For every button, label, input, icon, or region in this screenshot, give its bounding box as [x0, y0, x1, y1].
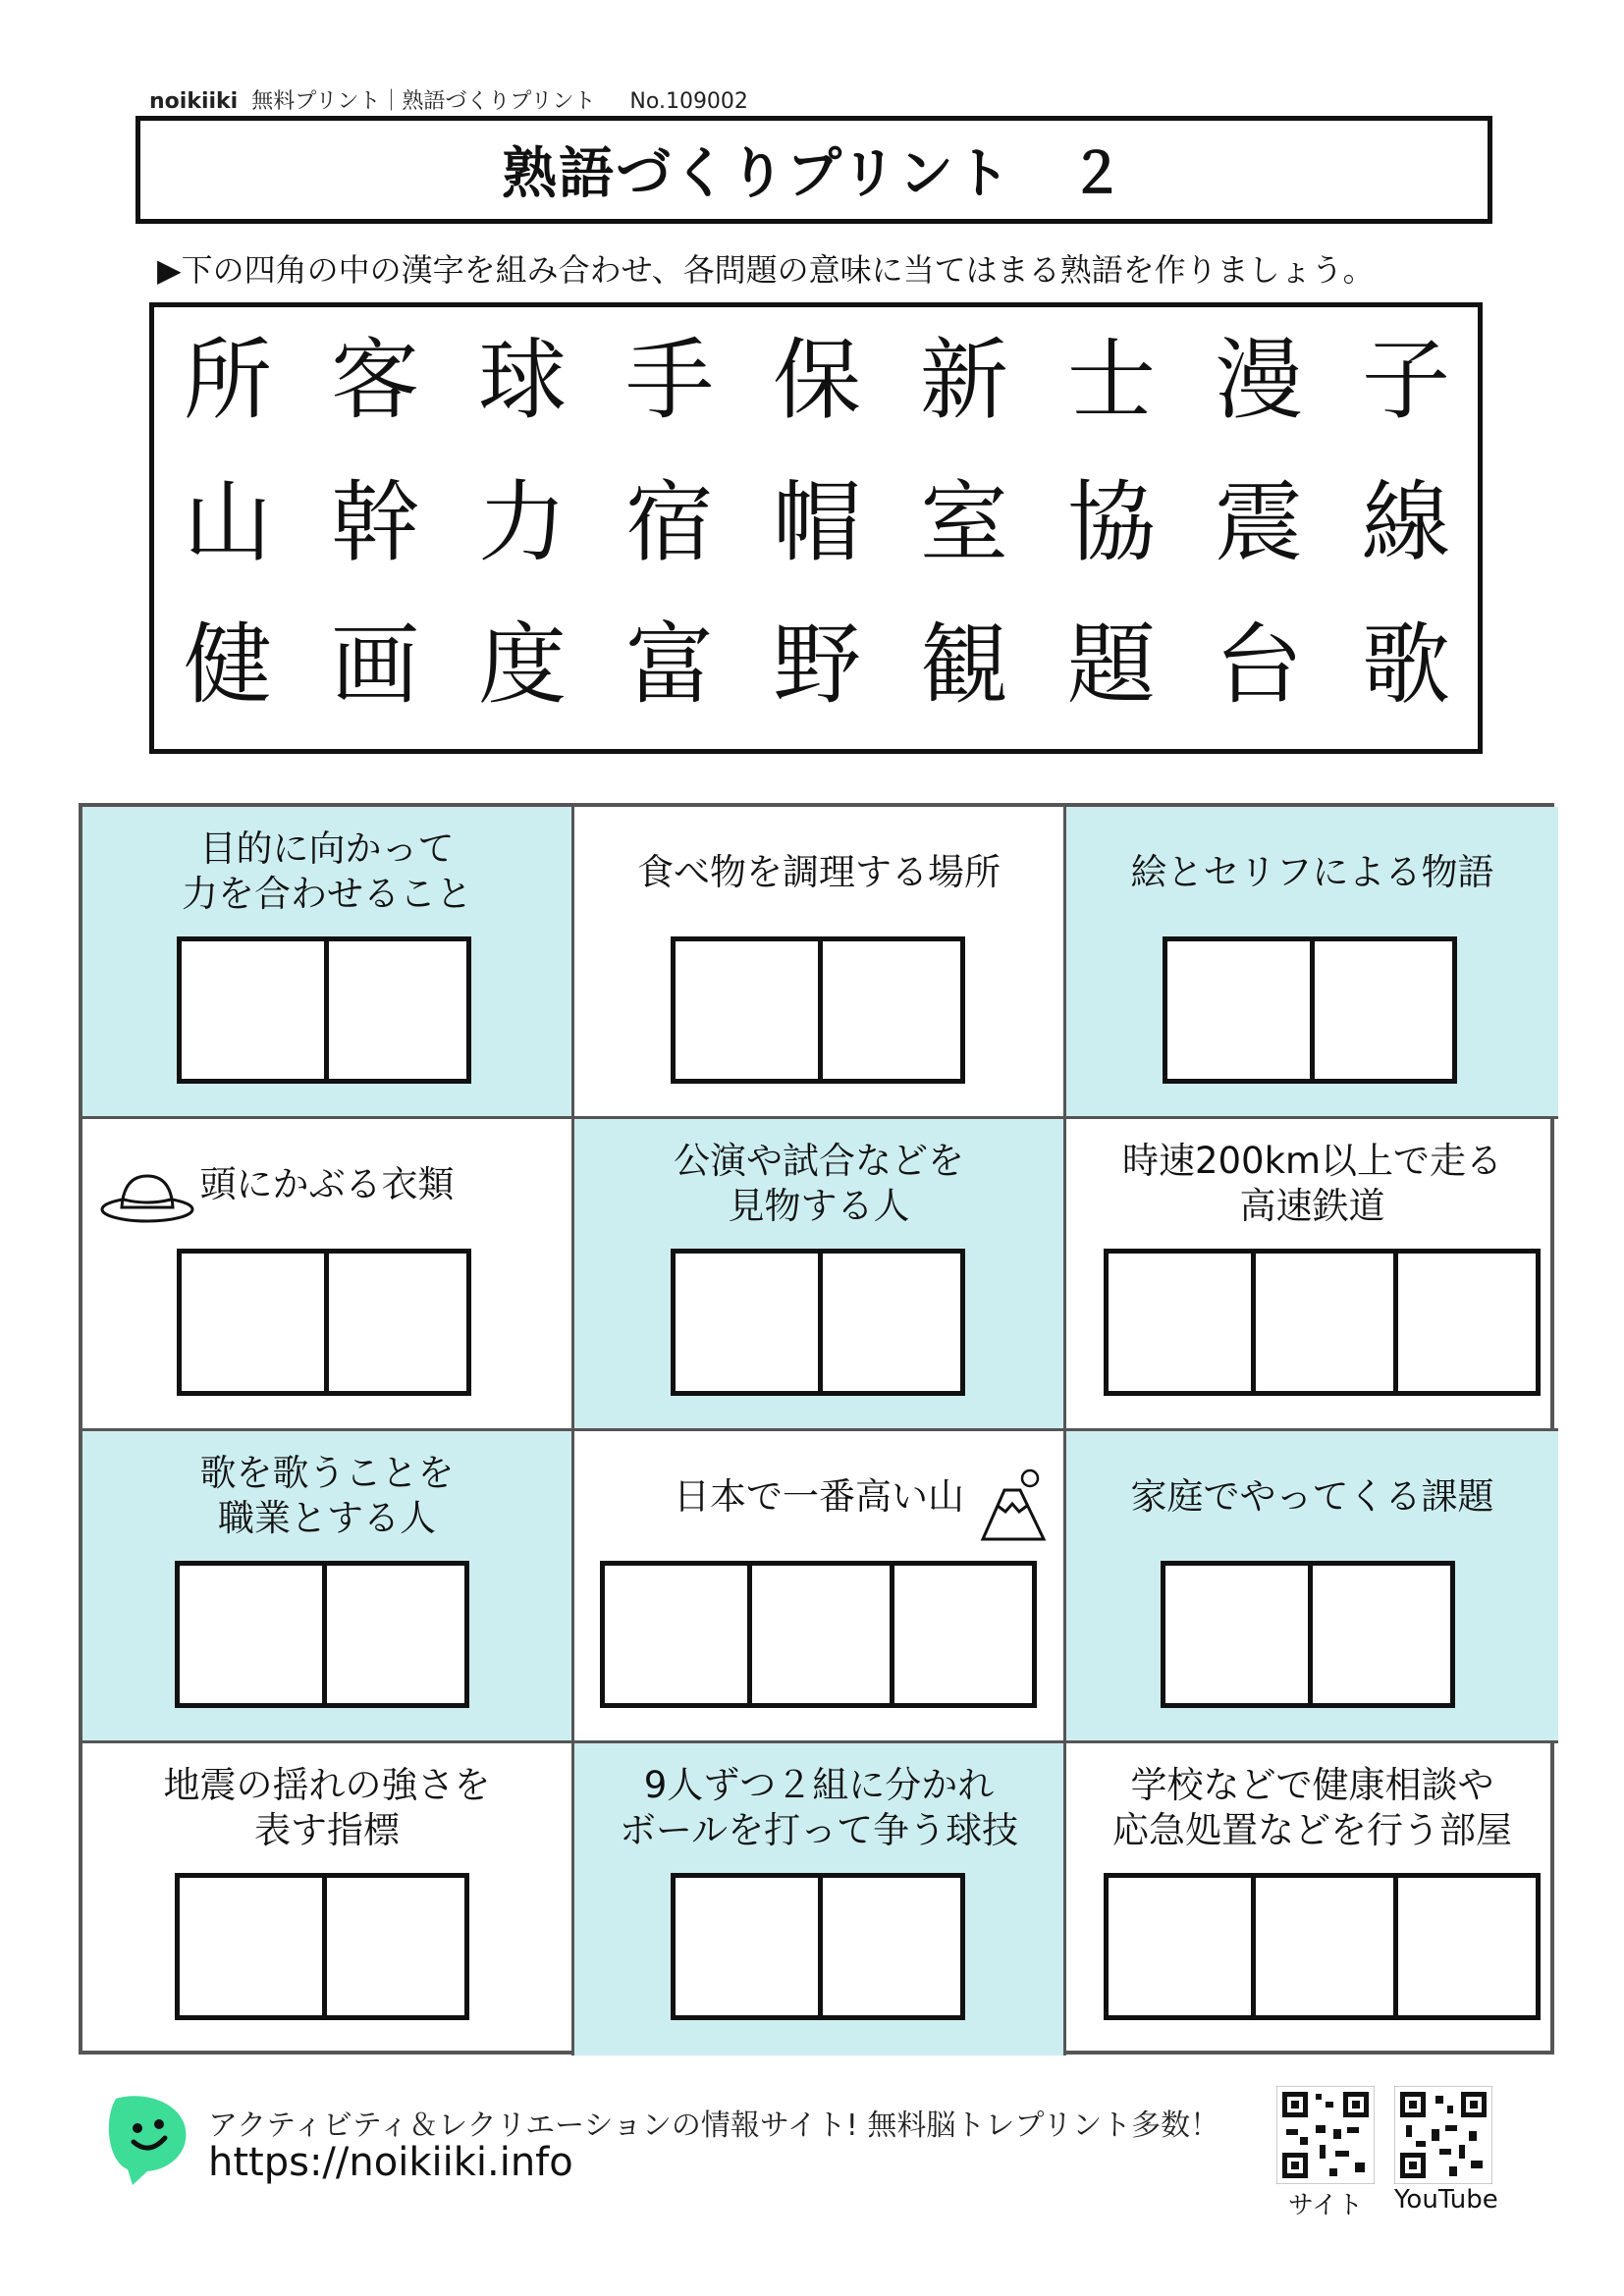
puzzle-cell [574, 1743, 1066, 2056]
qr-site-label: サイト [1287, 2191, 1364, 2220]
puzzle-cell [1066, 1743, 1558, 2056]
qr-code-youtube-icon[interactable] [1394, 2086, 1492, 2184]
puzzle-clue: 学校などで健康相談や 応急処置などを行う部屋 [1112, 1764, 1512, 1851]
kanji-tile: 度 [478, 614, 567, 717]
answer-box[interactable] [818, 941, 960, 1079]
puzzle-cell [574, 1119, 1066, 1431]
answer-box[interactable] [1167, 941, 1310, 1079]
answer-box[interactable] [1310, 941, 1452, 1079]
puzzle-clue: 地震の揺れの強さを 表す指標 [163, 1764, 491, 1851]
answer-box[interactable] [676, 1878, 818, 2015]
puzzle-clue: 食べ物を調理する場所 [637, 851, 1001, 893]
kanji-tile: 画 [331, 614, 419, 717]
noikiiki-logo-icon [98, 2091, 196, 2189]
answer-box-group [177, 936, 471, 1084]
answer-box[interactable] [182, 1254, 324, 1391]
qr-code-site-icon[interactable] [1276, 2086, 1375, 2184]
puzzle-cell [82, 1431, 574, 1743]
kanji-tile: 漫 [1215, 329, 1303, 432]
answer-box[interactable] [324, 941, 466, 1079]
puzzle-cell [1066, 807, 1558, 1119]
answer-box[interactable] [1109, 1254, 1251, 1391]
kanji-tile: 震 [1215, 471, 1303, 574]
kanji-tile: 観 [920, 614, 1008, 717]
header-subtitle: 無料プリント｜熟語づくりプリント [251, 89, 596, 114]
answer-box[interactable] [182, 941, 324, 1079]
answer-box[interactable] [890, 1566, 1032, 1703]
puzzle-cell [574, 807, 1066, 1119]
puzzle-clue: 9人ずつ２組に分かれ ボールを打って争う球技 [619, 1764, 1019, 1851]
qr-youtube-label: YouTube [1394, 2185, 1498, 2215]
kanji-tile: 士 [1067, 329, 1156, 432]
kanji-tile: 客 [331, 329, 419, 432]
kanji-tile: 帽 [773, 471, 861, 574]
kanji-tile: 手 [625, 329, 714, 432]
answer-box-group [175, 1561, 469, 1708]
print-number: No.109002 [629, 89, 748, 114]
answer-box[interactable] [180, 1566, 322, 1703]
hat-icon [98, 1166, 196, 1225]
answer-box[interactable] [1251, 1878, 1393, 2015]
footer-tagline: アクティビティ＆レクリエーションの情報サイト! 無料脳トレプリント多数！ [208, 2109, 1220, 2143]
kanji-tile: 台 [1215, 614, 1303, 717]
puzzle-cell [1066, 1431, 1558, 1743]
puzzle-board [79, 803, 1554, 2055]
puzzle-cell [1066, 1119, 1558, 1431]
answer-box[interactable] [324, 1254, 466, 1391]
kanji-tile: 山 [184, 471, 272, 574]
puzzle-cell [574, 1431, 1066, 1743]
answer-box-group [600, 1561, 1037, 1708]
answer-box[interactable] [1165, 1566, 1308, 1703]
kanji-grid [184, 329, 1460, 717]
answer-box[interactable] [605, 1566, 747, 1703]
kanji-tile: 宿 [625, 471, 714, 574]
answer-box-group [1104, 1249, 1541, 1396]
page-title: 熟語づくりプリント ２ [135, 116, 1492, 224]
answer-box-group [1104, 1873, 1541, 2020]
puzzle-clue: 歌を歌うことを 職業とする人 [199, 1452, 455, 1539]
answer-box[interactable] [1251, 1254, 1393, 1391]
kanji-tile: 題 [1067, 614, 1156, 717]
answer-box-group [671, 936, 965, 1084]
kanji-tile: 協 [1067, 471, 1156, 574]
answer-box-group [671, 1249, 965, 1396]
footer-url-link[interactable]: https://noikiiki.info [208, 2140, 573, 2185]
answer-box-group [671, 1873, 965, 2020]
puzzle-cell [82, 1119, 574, 1431]
puzzle-clue: 日本で一番高い山 [674, 1475, 964, 1518]
kanji-pool [149, 302, 1483, 754]
kanji-tile: 線 [1362, 471, 1450, 574]
brand-name: noikiiki [149, 89, 239, 114]
puzzle-cell [82, 807, 574, 1119]
answer-box[interactable] [676, 1254, 818, 1391]
answer-box[interactable] [1308, 1566, 1450, 1703]
kanji-tile: 球 [478, 329, 567, 432]
answer-box[interactable] [180, 1878, 322, 2015]
kanji-tile: 子 [1362, 329, 1450, 432]
kanji-tile: 所 [184, 329, 272, 432]
kanji-tile: 保 [773, 329, 861, 432]
kanji-tile: 歌 [1362, 614, 1450, 717]
answer-box[interactable] [1109, 1878, 1251, 2015]
kanji-tile: 健 [184, 614, 272, 717]
kanji-tile: 野 [773, 614, 861, 717]
header-line [149, 84, 748, 115]
answer-box-group [1163, 936, 1457, 1084]
kanji-tile: 新 [920, 329, 1008, 432]
puzzle-clue: 頭にかぶる衣類 [199, 1163, 455, 1205]
answer-box-group [1161, 1561, 1455, 1708]
kanji-tile: 富 [625, 614, 714, 717]
answer-box[interactable] [322, 1566, 464, 1703]
kanji-tile: 幹 [331, 471, 419, 574]
answer-box-group [175, 1873, 469, 2020]
puzzle-cell [82, 1743, 574, 2056]
mountain-fuji-icon [979, 1467, 1048, 1545]
instruction-text: ▶下の四角の中の漢字を組み合わせ、各問題の意味に当てはまる熟語を作りましょう。 [157, 251, 1375, 289]
answer-box[interactable] [747, 1566, 890, 1703]
answer-box[interactable] [818, 1878, 960, 2015]
puzzle-clue: 絵とセリフによる物語 [1130, 851, 1494, 893]
kanji-tile: 室 [920, 471, 1008, 574]
answer-box[interactable] [322, 1878, 464, 2015]
answer-box[interactable] [1393, 1254, 1536, 1391]
kanji-tile: 力 [478, 471, 567, 574]
answer-box[interactable] [1393, 1878, 1536, 2015]
puzzle-clue: 目的に向かって 力を合わせること [182, 828, 472, 915]
puzzle-clue: 公演や試合などを 見物する人 [674, 1140, 964, 1227]
answer-box[interactable] [818, 1254, 960, 1391]
answer-box[interactable] [676, 941, 818, 1079]
answer-box-group [177, 1249, 471, 1396]
puzzle-clue: 家庭でやってくる課題 [1130, 1475, 1494, 1518]
puzzle-clue: 時速200km以上で走る 高速鉄道 [1121, 1140, 1503, 1227]
